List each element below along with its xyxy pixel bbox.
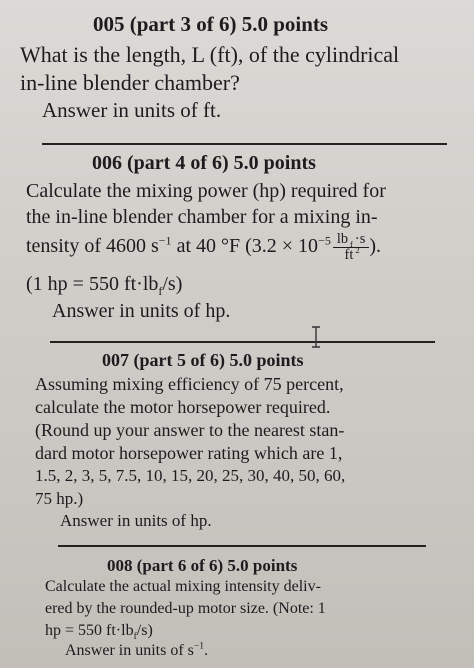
q006-intensity-line xyxy=(26,232,381,263)
q007-line-4: dard motor horsepower rating which are 1, xyxy=(35,443,343,463)
q006-hp-post: /s) xyxy=(162,273,183,295)
q007-line-1: Assuming mixing efficiency of 75 percent, xyxy=(35,374,344,394)
q006-frac-num: lb xyxy=(336,231,349,247)
q006-frac-den: ft xyxy=(344,247,354,264)
q008-hp-sub: f xyxy=(133,631,137,643)
q006-viscosity-fraction xyxy=(333,232,369,263)
q006-frac-num-sub: f xyxy=(350,238,353,249)
text-cursor-icon xyxy=(310,326,322,348)
q006-intensity-exp: −1 xyxy=(158,233,172,248)
q008-answer-post: . xyxy=(204,642,209,659)
q008-line-1: Calculate the actual mixing intensity deliv- xyxy=(45,578,321,595)
q008-answer-exp: −1 xyxy=(193,640,205,652)
q006-hp-note xyxy=(26,273,182,296)
q008-hp-note xyxy=(45,622,153,643)
q006-hp-pre: (1 hp = 550 ft·lb xyxy=(26,273,159,295)
q005-header: 005 (part 3 of 6) 5.0 points xyxy=(93,12,329,36)
q008-answer xyxy=(65,642,208,660)
q007-header: 007 (part 5 of 6) 5.0 points xyxy=(102,350,304,370)
q008-hp-pre: hp = 550 ft·lb xyxy=(45,622,134,639)
divider-2 xyxy=(50,341,435,343)
q006-intensity-pre: tensity of 4600 s xyxy=(26,235,159,258)
q006-frac-num-tail: ·s xyxy=(354,231,366,247)
q006-intensity-mid: at 40 °F (3.2 × 10 xyxy=(171,235,319,258)
q005-line-1: What is the length, L (ft), of the cylindrical xyxy=(20,42,400,67)
q006-line-1: Calculate the mixing power (hp) required for xyxy=(26,180,386,202)
divider-1 xyxy=(42,143,447,145)
q007-line-6: 75 hp.) xyxy=(35,489,84,508)
q006-intensity-exp2: −5 xyxy=(318,233,331,248)
q006-hp-sub: f xyxy=(158,284,163,298)
q008-answer-pre: Answer in units of s xyxy=(65,642,194,659)
q008-header: 008 (part 6 of 6) 5.0 points xyxy=(107,556,298,575)
q006-line-2: the in-line blender chamber for a mixing in- xyxy=(26,206,378,228)
q005-answer: Answer in units of ft. xyxy=(42,98,222,122)
q005-line-2: in-line blender chamber? xyxy=(20,70,240,95)
q008-line-2: ered by the rounded-up motor size. (Note: 1 xyxy=(45,600,326,617)
q007-answer: Answer in units of hp. xyxy=(60,511,212,530)
q006-intensity-post: ). xyxy=(369,235,381,258)
q007-line-2: calculate the motor horsepower required. xyxy=(35,397,331,417)
q008-hp-post: /s) xyxy=(136,622,153,639)
q006-answer: Answer in units of hp. xyxy=(52,300,231,322)
q007-line-3: (Round up your answer to the nearest stan- xyxy=(35,420,345,440)
divider-3 xyxy=(58,545,426,547)
q006-frac-den-exp: 2 xyxy=(355,245,360,256)
q006-header: 006 (part 4 of 6) 5.0 points xyxy=(92,152,316,174)
q007-line-5: 1.5, 2, 3, 5, 7.5, 10, 15, 20, 25, 30, 40, 50, 60, xyxy=(35,466,346,485)
